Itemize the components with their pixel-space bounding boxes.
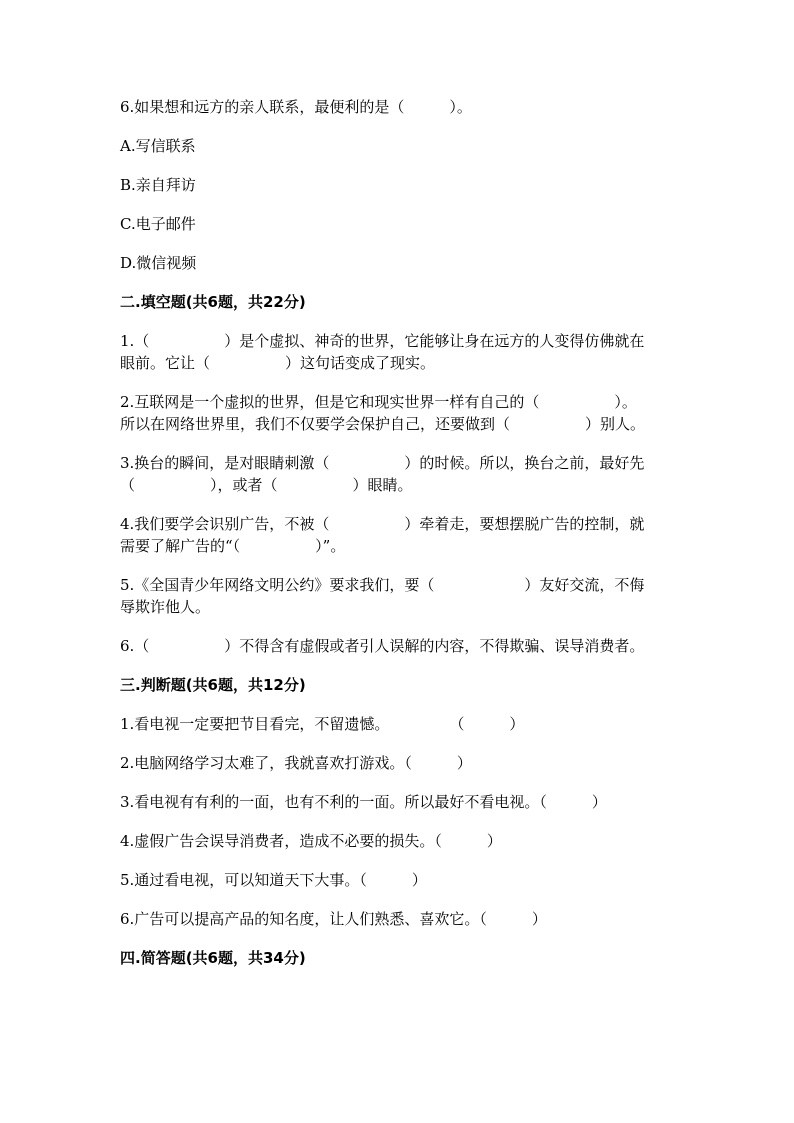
true-false-question-5: 5.通过看电视，可以知道天下大事。（ ） — [120, 871, 427, 889]
fill-blank-question-3 — [120, 452, 676, 496]
question-line: 3.换台的瞬间，是对眼睛刺激（ ）的时候。所以，换台之前，最好先 — [120, 454, 645, 472]
choice-option-b: B.亲自拜访 — [120, 176, 196, 194]
section-heading-true-false: 三.判断题(共6题，共12分) — [120, 676, 306, 694]
question-line: 1.（ ）是个虚拟、神奇的世界，它能够让身在远方的人变得仿佛就在 — [120, 332, 645, 350]
exam-page — [120, 96, 676, 986]
fill-blank-question-5 — [120, 574, 676, 618]
question-line: （ ），或者（ ）眼睛。 — [120, 476, 413, 494]
choice-question-stem: 6.如果想和远方的亲人联系，最便利的是（ ）。 — [120, 98, 472, 116]
fill-blank-question-6 — [120, 635, 676, 657]
question-line: 5.《全国青少年网络文明公约》要求我们，要（ ）友好交流，不侮 — [120, 576, 645, 594]
fill-blank-question-2 — [120, 391, 676, 435]
true-false-question-1: 1.看电视一定要把节目看完，不留遗憾。 （ ） — [120, 715, 525, 733]
choice-option-d: D.微信视频 — [120, 254, 197, 272]
true-false-question-4: 4.虚假广告会误导消费者，造成不必要的损失。（ ） — [120, 832, 502, 850]
question-line: 眼前。它让（ ）这句话变成了现实。 — [120, 354, 436, 372]
question-line: 6.（ ）不得含有虚假或者引人误解的内容，不得欺骗、误导消费者。 — [120, 637, 645, 655]
true-false-question-3: 3.看电视有有利的一面，也有不利的一面。所以最好不看电视。（ ） — [120, 793, 607, 811]
question-line: 2.互联网是一个虚拟的世界，但是它和现实世界一样有自己的（ ）。 — [120, 393, 637, 411]
question-line: 所以在网络世界里，我们不仅要学会保护自己，还要做到（ ）别人。 — [120, 415, 646, 433]
choice-option-c: C.电子邮件 — [120, 215, 196, 233]
question-line: 4.我们要学会识别广告，不被（ ）牵着走，要想摆脱广告的控制，就 — [120, 515, 645, 533]
choice-option-a: A.写信联系 — [120, 137, 196, 155]
true-false-question-2: 2.电脑网络学习太难了，我就喜欢打游戏。（ ） — [120, 754, 472, 772]
fill-blank-question-4 — [120, 513, 676, 557]
fill-blank-question-1 — [120, 330, 676, 374]
section-heading-short-answer: 四.简答题(共6题，共34分) — [120, 949, 306, 967]
question-line: 需要了解广告的“（ ）”。 — [120, 537, 346, 555]
true-false-question-6: 6.广告可以提高产品的知名度，让人们熟悉、喜欢它。（ ） — [120, 910, 547, 928]
section-heading-fill-blank: 二.填空题(共6题，共22分) — [120, 293, 306, 311]
question-line: 辱欺诈他人。 — [120, 598, 211, 616]
